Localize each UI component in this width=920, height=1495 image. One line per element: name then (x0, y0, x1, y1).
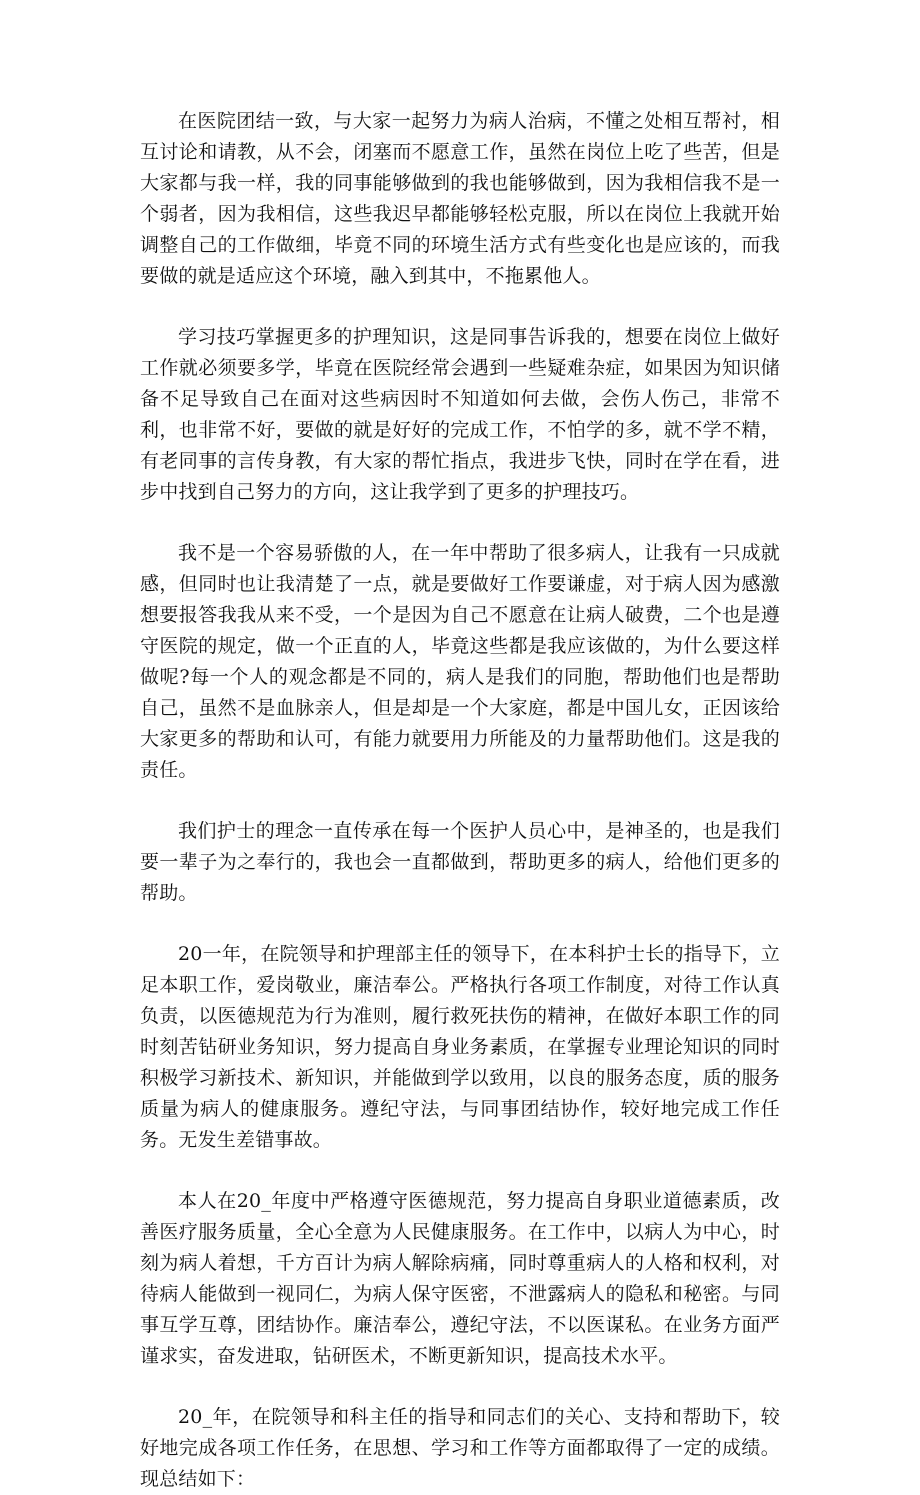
paragraph-6: 本人在20_年度中严格遵守医德规范，努力提高自身职业道德素质，改善医疗服务质量，全心全意为人民健康服务。在工作中，以病人为中心，时刻为病人着想，千方百计为病人解除病痛，同时尊重病人的人格和权利，对待病人能做到一视同仁，为病人保守医密，不泄露病人的隐私和秘密。与同事互学互尊，团结协作。廉洁奉公，遵纪守法，不以医谋私。在业务方面严谨求实，奋发进取，钻研医术，不断更新知识，提高技术水平。 (140, 1190, 780, 1367)
paragraph-1: 在医院团结一致，与大家一起努力为病人治病，不懂之处相互帮衬，相互讨论和请教，从不会，闭塞而不愿意工作，虽然在岗位上吃了些苦，但是大家都与我一样，我的同事能够做到的我也能够做到，因为我相信我不是一个弱者，因为我相信，这些我迟早都能够轻松克服，所以在岗位上我就开始调整自己的工作做细，毕竟不同的环境生活方式有些变化也是应该的，而我要做的就是适应这个环境，融入到其中，不拖累他人。 (140, 110, 780, 287)
paragraph-7: 20_年，在院领导和科主任的指导和同志们的关心、支持和帮助下，较好地完成各项工作任务，在思想、学习和工作等方面都取得了一定的成绩。现总结如下： (140, 1406, 780, 1490)
paragraph-4: 我们护士的理念一直传承在每一个医护人员心中，是神圣的，也是我们要一辈子为之奉行的，我也会一直都做到，帮助更多的病人，给他们更多的帮助。 (140, 820, 780, 904)
paragraph-3: 我不是一个容易骄傲的人，在一年中帮助了很多病人，让我有一只成就感，但同时也让我清楚了一点，就是要做好工作要谦虚，对于病人因为感激想要报答我我从来不受，一个是因为自己不愿意在让病人破费，二个也是遵守医院的规定，做一个正直的人，毕竟这些都是我应该做的，为什么要这样做呢?每一个人的观念都是不同的，病人是我们的同胞，帮助他们也是帮助自己，虽然不是血脉亲人，但是却是一个大家庭，都是中国儿女，正因该给大家更多的帮助和认可，有能力就要用力所能及的力量帮助他们。这是我的责任。 (140, 542, 780, 781)
document-body (140, 106, 780, 1495)
paragraph-5: 20一年，在院领导和护理部主任的领导下，在本科护士长的指导下，立足本职工作，爱岗敬业，廉洁奉公。严格执行各项工作制度，对待工作认真负责，以医德规范为行为准则，履行救死扶伤的精神，在做好本职工作的同时刻苦钻研业务知识，努力提高自身业务素质，在掌握专业理论知识的同时积极学习新技术、新知识，并能做到学以致用，以良的服务态度，质的服务质量为病人的健康服务。遵纪守法，与同事团结协作，较好地完成工作任务。无发生差错事故。 (140, 943, 780, 1151)
paragraph-2: 学习技巧掌握更多的护理知识，这是同事告诉我的，想要在岗位上做好工作就必须要多学，毕竟在医院经常会遇到一些疑难杂症，如果因为知识储备不足导致自己在面对这些病因时不知道如何去做，会伤人伤己，非常不利，也非常不好，要做的就是好好的完成工作，不怕学的多，就不学不精，有老同事的言传身教，有大家的帮忙指点，我进步飞快，同时在学在看，进步中找到自己努力的方向，这让我学到了更多的护理技巧。 (140, 326, 780, 503)
